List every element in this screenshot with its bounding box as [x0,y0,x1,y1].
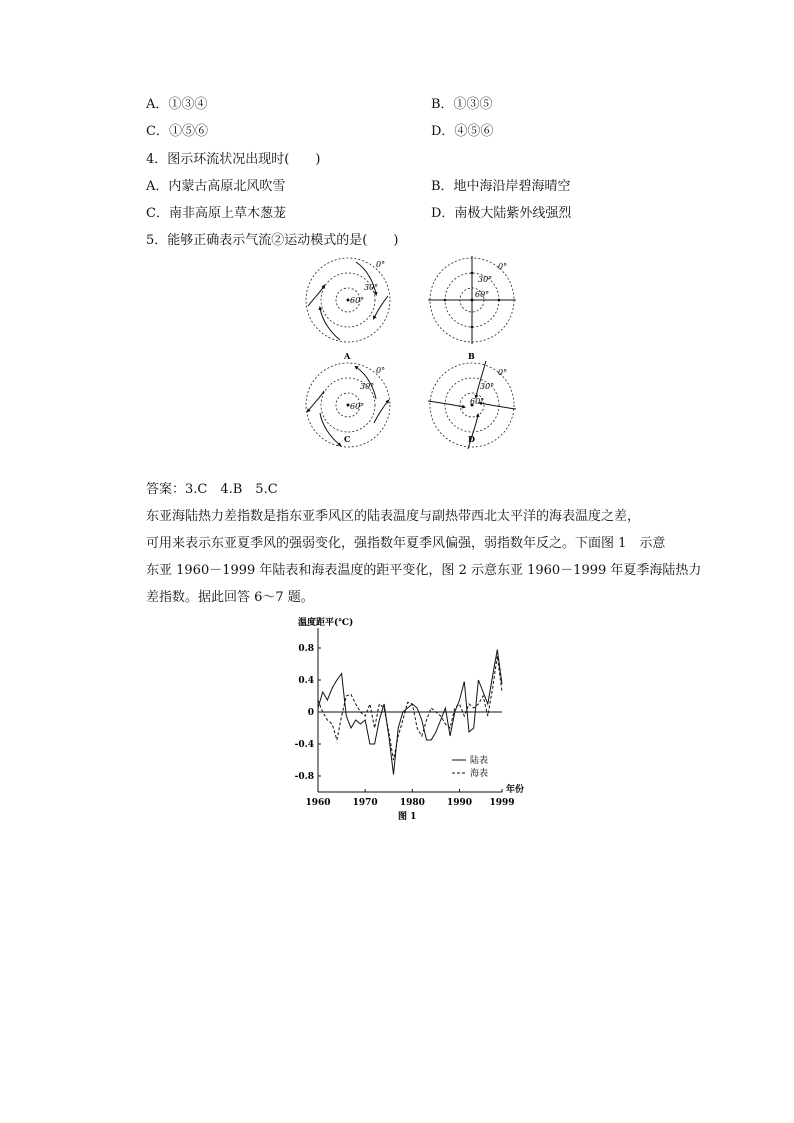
answer-line: 答案：3.C 4.B 5.C [146,482,278,497]
q5-stem: 5．能够正确表示气流②运动模式的是( ) [146,233,399,248]
q4-option-c: C．南非高原上草木葱茏 [146,206,286,221]
chart-legend [452,754,488,779]
temperature-anomaly-chart [280,612,540,827]
x-tick-label: 1970 [352,798,378,808]
q3-option-b: B．①③⑤ [431,97,493,112]
y-tick-label: 0 [307,708,314,718]
x-tick-label: 1960 [305,798,331,808]
diagram-a-lat30: 30° [364,283,379,292]
diagram-b-lat0: 0° [498,262,508,271]
diagram-a-lat60: 60° [350,296,365,305]
q3-option-c: C．①⑤⑥ [146,124,208,139]
diagram-b-lat30: 30° [478,275,493,284]
chart-ticks [295,644,515,808]
q4-option-d: D．南极大陆紫外线强烈 [431,206,572,221]
diagram-d-label: D [468,434,475,444]
diagram-a [306,258,390,342]
diagram-a-lat0: 0° [376,260,386,269]
diagram-c-lat30: 30° [360,382,375,391]
diagram-d-lat0: 0° [498,368,508,377]
legend-label: 海表 [470,769,489,779]
y-tick-label: -0.8 [294,772,314,782]
diagram-b-lat60: 60° [475,290,490,299]
legend-label: 陆表 [470,756,489,766]
y-tick-label: -0.4 [294,740,314,750]
q4-option-b: B．地中海沿岸碧海晴空 [431,179,571,194]
diagram-c-lat60: 60° [350,402,365,411]
diagram-b-label: B [468,351,475,361]
y-tick-label: 0.8 [298,644,314,654]
q3-option-d: D．④⑤⑥ [431,124,494,139]
figure-caption: 图 1 [398,812,417,822]
diagram-d-lat30: 30° [480,382,495,391]
passage-line-3: 东亚 1960－1999 年陆表和海表温度的距平变化，图 2 示意东亚 1960－1999 年夏季海陆热力 [146,563,702,578]
passage-line-2: 可用来表示东亚夏季风的强弱变化，强指数年夏季风偏强，弱指数年反之。下面图 1 示意 [146,536,666,551]
y-tick-label: 0.4 [298,676,314,686]
q4-option-a: A．内蒙古高原北风吹雪 [146,179,286,194]
x-tick-label: 1990 [447,798,473,808]
q4-stem: 4．图示环流状况出现时( ) [146,152,321,167]
x-axis-label: 年份 [506,785,525,795]
diagram-d-lat60: 60° [470,397,485,406]
x-tick-label: 1980 [399,798,425,808]
passage-line-1: 东亚海陆热力差指数是指东亚季风区的陆表温度与副热带西北太平洋的海表温度之差， [146,509,641,524]
q3-option-a: A．①③④ [146,97,208,112]
x-tick-label: 1999 [489,798,515,808]
passage-line-4: 差指数。据此回答 6～7 题。 [146,590,314,605]
diagram-c-label: C [344,434,351,444]
diagram-c-lat0: 0° [376,366,386,375]
diagram-a-label: A [344,351,351,361]
y-axis-label: 温度距平(℃) [298,618,354,628]
q5-diagrams [300,255,530,450]
